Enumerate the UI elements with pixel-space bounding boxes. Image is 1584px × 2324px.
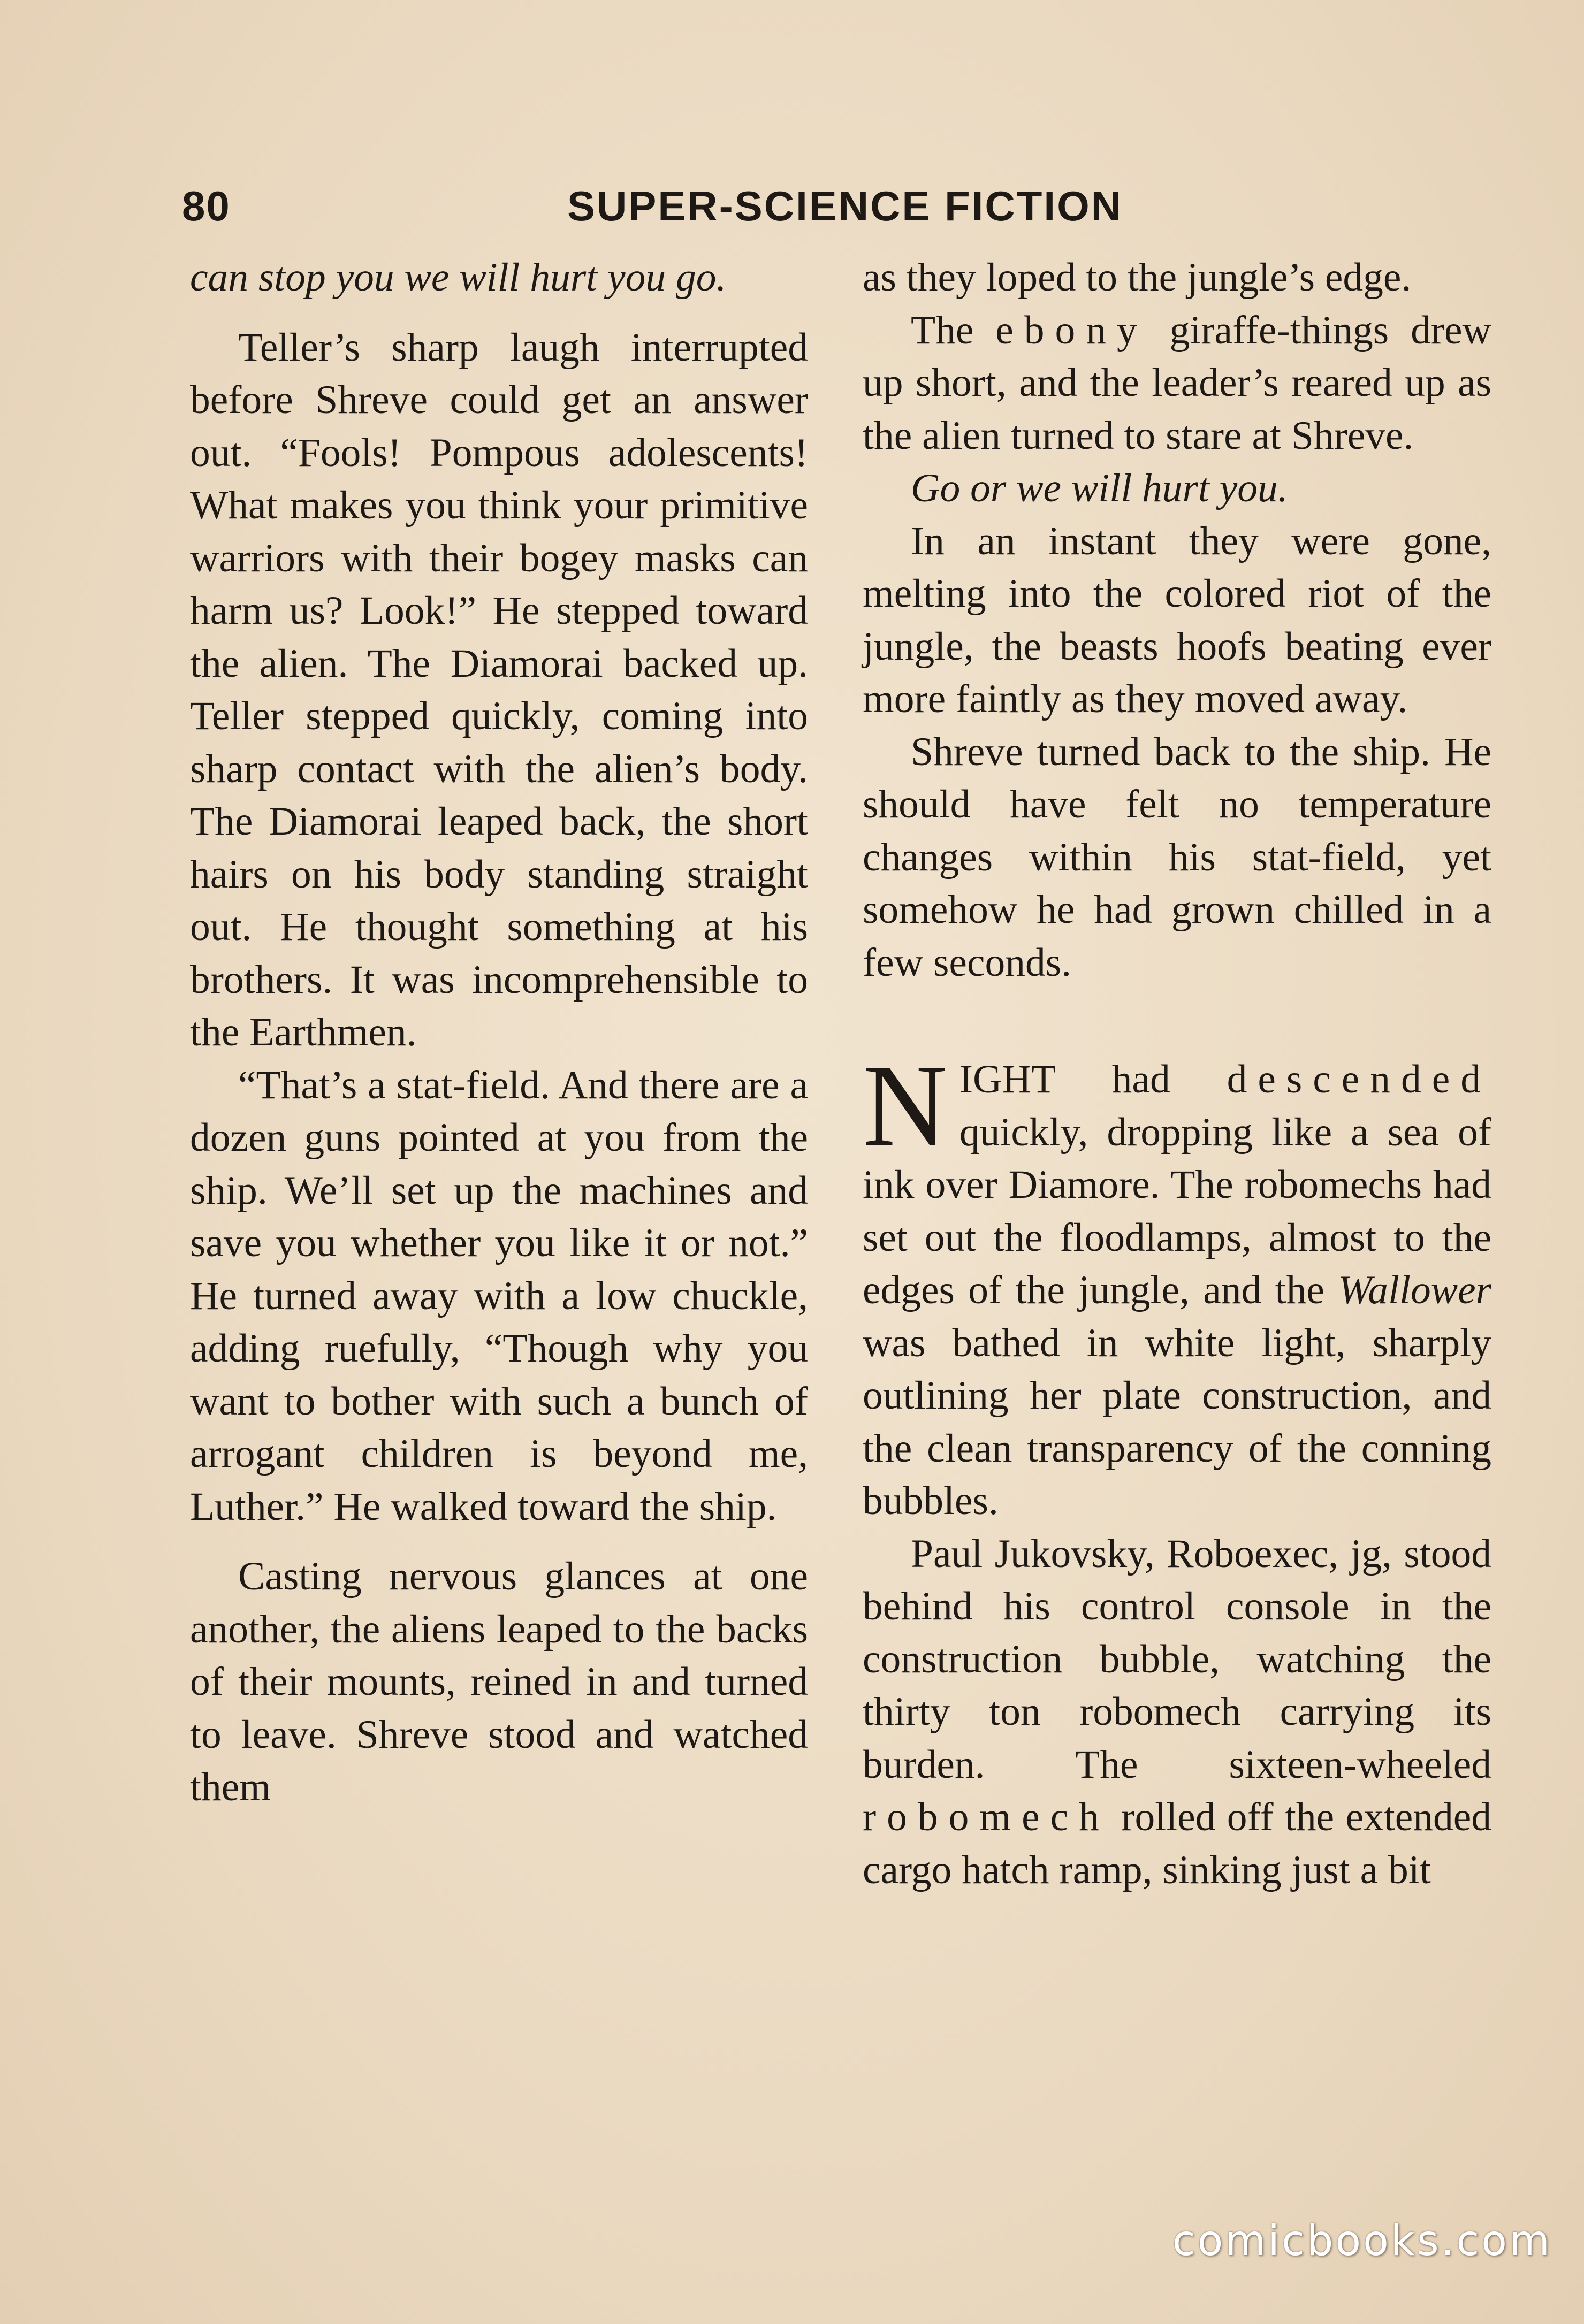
drop-cap: N — [863, 1040, 948, 1171]
paragraph — [863, 1040, 1492, 1528]
paragraph: as they loped to the jungle’s edge. — [863, 255, 1412, 300]
text-run: IGHT had — [959, 1057, 1170, 1102]
page-header — [182, 177, 1391, 235]
text-run: was bathed in white light, sharply outlining her plate construction, and the clean transparency of the conning bubbles. — [863, 1320, 1491, 1523]
left-column — [190, 251, 808, 1814]
paragraph — [863, 1528, 1491, 1897]
text-run: Paul Jukovsky, Roboexec, jg, stood behind his control console in the construction bubble, watching the thirty ton robomech carrying its burden. The sixteen-wheeled — [863, 1531, 1491, 1787]
paragraph: Go or we will hurt you. — [911, 466, 1288, 510]
page-number: 80 — [182, 182, 231, 230]
paragraph: Casting nervous glances at one another, the aliens leaped to the backs of their mounts, reined in and turned to leave. Shreve stood and watched them — [190, 1554, 808, 1809]
text-run-spaced: ebony — [995, 308, 1148, 353]
right-column — [863, 251, 1491, 1897]
paragraph: In an instant they were gone, melting into the colored riot of the jungle, the beasts hoofs beating ever more faintly as they moved away. — [863, 518, 1491, 721]
paragraph: Teller’s sharp laugh interrupted before Shreve could get an answer out. “Fools! Pompous adolescents! What makes you think your primitive warriors with their bogey masks can harm us? Look!” He stepped toward the alien. The Diamorai backed up. Teller stepped quickly, coming into sharp contact with the alien’s body. The Diamorai leaped back, the short hairs on his body standing straight out. He thought something at his brothers. It was incomprehensible to the Earthmen. — [190, 325, 808, 1054]
ship-name: Wallower — [1338, 1268, 1492, 1312]
paragraph: “That’s a stat-field. And there are a dozen guns pointed at you from the ship. We’ll set up the machines and save you whether you like it or not.” He turned away with a low chuckle, adding ruefully, “Though why you want to bother with such a bunch of arrogant children is beyond me, Luther.” He walked toward the ship. — [190, 1062, 808, 1529]
text-run-spaced: robomech — [863, 1795, 1110, 1839]
running-head: SUPER-SCIENCE FICTION — [567, 182, 1123, 230]
paragraph: Shreve turned back to the ship. He should have felt no temperature changes within his stat-field, yet somehow he had grown chilled in a few seconds. — [863, 729, 1491, 985]
paragraph: can stop you we will hurt you go. — [190, 255, 727, 300]
text-run: The — [911, 308, 974, 353]
text-run-spaced: descended — [1227, 1057, 1491, 1102]
paragraph — [863, 304, 1491, 463]
text-run: giraffe-things drew up short, and the leader’s reared up as the alien turned to stare at Shreve. — [863, 308, 1491, 458]
text-run: rolled off the extended cargo hatch ramp, sinking just a bit — [863, 1795, 1492, 1892]
text-run: quickly, dropping like a sea of ink over Diamore. The robomechs had set out the floodlamps, almost to the edges of the jungle, and the — [863, 1110, 1491, 1312]
watermark: comicbooks.com — [1172, 2217, 1552, 2265]
